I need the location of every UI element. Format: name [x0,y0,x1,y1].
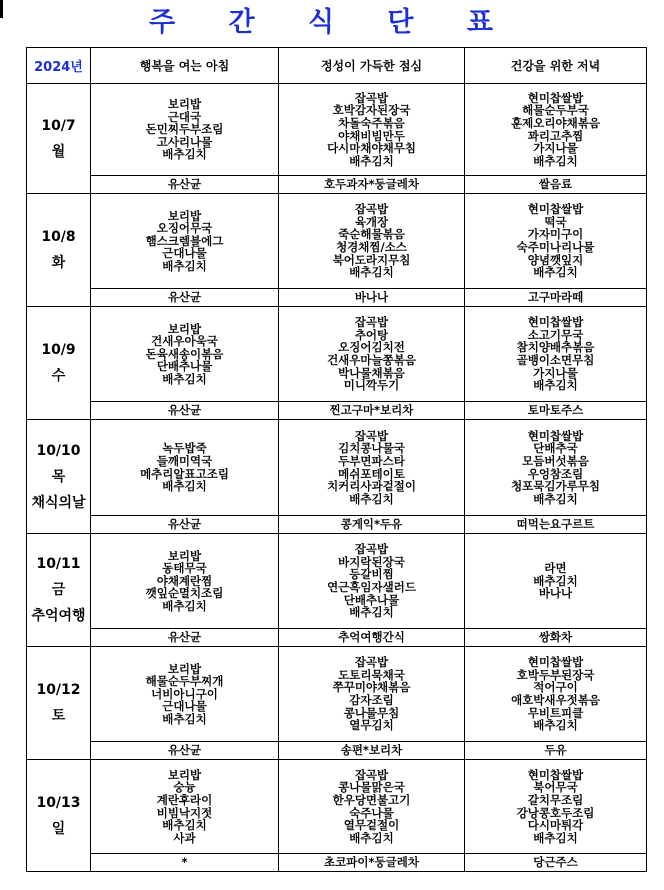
menu-item: 다시마채야채무침 [327,141,416,156]
menu-item: 추어탕 [354,327,389,342]
menu-item: 청포묵김가루무침 [511,479,600,494]
lunch-snack-cell: 초코파이*둥글레차 [279,854,465,872]
header-row [27,48,647,84]
menu-item: 배추김치 [349,153,394,168]
menu-item: 김치콩나물국 [338,441,405,456]
breakfast-snack-cell: 유산균 [91,176,279,194]
menu-item: 돈민찌두부조림 [145,122,224,137]
dinner-snack-cell: 고구마라떼 [465,289,647,307]
menu-item: 근대국 [167,109,202,124]
snack-row [27,176,647,194]
day-note: 채식의날 [31,494,86,511]
dinner-header: 건강을 위한 저녁 [465,48,647,84]
menu-item: 해물순두부찌개 [145,674,224,689]
menu-item: 비빔낙지젓 [156,805,213,820]
menu-item: 강낭콩호두조림 [516,805,595,820]
lunch-menu-cell [279,307,465,402]
lunch-menu-cell [279,84,465,176]
day-date: 10/8 [41,229,76,245]
day-date: 10/9 [41,342,76,358]
menu-item: 열무겉절이 [343,818,400,833]
menu-item: 미니깍두기 [343,378,400,393]
menu-item: 청경채찜/소스 [336,240,407,254]
day-cell [27,307,91,420]
menu-item: 배추김치 [162,598,207,613]
menu-item: 두부면파스타 [338,453,405,468]
day-date: 10/11 [36,556,81,572]
dinner-menu-cell [465,534,647,629]
menu-item: 육개장 [354,214,389,229]
menu-item: 콩나물맑은국 [338,780,405,795]
day-menu-row [27,647,647,742]
breakfast-menu-cell [91,534,279,629]
menu-item: 박나물채볶음 [338,365,405,380]
menu-item: 사과 [173,830,196,845]
menu-item: 메추리알표고조림 [140,466,229,481]
dinner-menu-cell [465,760,647,854]
dinner-menu-cell [465,420,647,516]
lunch-snack-cell: 호두과자*둥글레차 [279,176,465,194]
menu-item: 연근흑임자샐러드 [327,580,416,594]
menu-item: 콩나물무침 [343,705,400,720]
menu-item: 가자미구이 [527,227,584,242]
menu-item: 현미찹쌀밥 [527,767,584,782]
lunch-menu-cell [279,534,465,629]
menu-item: 라면 [544,561,567,576]
menu-item: 모듬버섯볶음 [522,453,589,468]
menu-item: 배추김치 [162,371,207,386]
menu-item: 호박감자된장국 [332,103,411,118]
day-date: 10/7 [41,117,76,134]
menu-item: 숭늉 [173,780,196,795]
dinner-snack-cell: 두유 [465,742,647,760]
day-cell [27,84,91,194]
menu-item: 치커리사과겉절이 [327,479,416,494]
day-menu-row [27,420,647,516]
day-menu-row [27,194,647,289]
weekly-menu-table [26,47,647,872]
dinner-menu-cell [465,194,647,289]
menu-item: 쭈꾸미야채볶음 [332,680,411,695]
menu-item: 꽈리고추찜 [527,128,584,143]
day-weekday: 수 [51,368,66,384]
menu-item: 잡곡밥 [354,428,389,443]
breakfast-menu-cell [91,760,279,854]
menu-item: 보리밥 [167,97,202,112]
lunch-snack-cell: 송편*보리차 [279,742,465,760]
dinner-snack-cell: 쌀음료 [465,176,647,194]
menu-item: 북어무국 [533,780,578,795]
lunch-menu-cell [279,420,465,516]
breakfast-menu-cell [91,84,279,176]
menu-item: 오징어김치전 [338,340,405,355]
day-menu-row [27,760,647,854]
menu-item: 근대나물 [162,246,207,261]
lunch-menu-cell [279,760,465,854]
page-title: 주 간 식 단 표 [148,7,515,38]
menu-item: 죽순해물볶음 [338,227,405,242]
breakfast-snack-cell: * [91,854,279,872]
menu-item: 배추김치 [533,718,578,733]
day-cell [27,194,91,307]
menu-item: 단배추국 [533,441,578,456]
day-date: 10/12 [36,682,81,698]
menu-item: 현미찹쌀밥 [527,202,584,217]
menu-item: 숙주미나리나물 [516,240,595,254]
menu-item: 바나나 [538,586,573,601]
day-menu-row [27,84,647,176]
day-note: 추억여행 [31,608,86,624]
menu-item: 현미찹쌀밥 [527,90,584,105]
day-cell [27,760,91,872]
menu-item: 잡곡밥 [354,542,389,557]
menu-item: 배추김치 [349,830,394,845]
menu-item: 잡곡밥 [354,90,389,105]
menu-item: 숙주나물 [349,805,394,820]
menu-item: 잡곡밥 [354,767,389,782]
menu-item: 고사리나물 [156,134,213,149]
menu-item: 메쉬포테이토 [338,466,405,481]
menu-item: 애호박새우젓볶음 [511,693,600,707]
breakfast-menu-cell [91,307,279,402]
menu-item: 잡곡밥 [354,655,389,670]
breakfast-menu-cell [91,194,279,289]
day-weekday: 일 [51,820,66,837]
dinner-menu-cell [465,307,647,402]
menu-item: 배추김치 [533,265,578,280]
day-cell [27,420,91,534]
lunch-menu-cell [279,647,465,742]
dinner-snack-cell: 쌍화차 [465,629,647,647]
breakfast-snack-cell: 유산균 [91,742,279,760]
menu-item: 무비트피클 [527,705,584,720]
menu-item: 잡곡밥 [354,202,389,217]
menu-item: 도토리묵채국 [338,667,405,682]
menu-item: 배추김치 [162,711,207,726]
menu-item: 단배추나물 [156,359,213,374]
menu-item: 양념깻잎지 [527,252,584,267]
menu-item: 건새우마늘쫑볶음 [327,353,416,367]
menu-item: 감자조림 [349,693,394,707]
menu-item: 호박두부된장국 [516,667,595,682]
menu-body [27,84,647,872]
menu-item: 야채비빔만두 [338,128,405,143]
menu-item: 현미찹쌀밥 [527,428,584,443]
day-weekday: 화 [51,255,66,271]
menu-item: 배추김치 [533,153,578,168]
menu-item: 배추김치 [349,491,394,506]
menu-item: 햄스크렘블에그 [145,233,224,248]
menu-item: 배추김치 [533,491,578,506]
menu-item: 배추김치 [533,573,578,588]
menu-item: 보리밥 [167,661,202,676]
menu-item: 현미찹쌀밥 [527,315,584,330]
menu-item: 떡국 [544,214,567,229]
menu-item: 너비아니구이 [151,686,218,701]
lunch-header: 정성이 가득한 점심 [279,48,465,84]
day-weekday: 토 [51,708,66,724]
menu-item: 한우당면불고기 [332,792,411,807]
lunch-snack-cell: 찐고구마*보리차 [279,402,465,420]
menu-item: 보리밥 [167,767,202,782]
menu-item: 골뱅이소면무침 [516,353,595,367]
snack-row [27,402,647,420]
menu-item: 배추김치 [162,258,207,273]
menu-item: 오징어무국 [156,221,213,236]
menu-item: 동태무국 [162,561,207,576]
dinner-snack-cell: 토마토주스 [465,402,647,420]
breakfast-header: 행복을 여는 아침 [91,48,279,84]
menu-item: 우엉참조림 [527,466,584,481]
snack-row [27,629,647,647]
menu-item: 등갈비찜 [349,567,394,582]
menu-item: 녹두밥죽 [162,441,207,456]
breakfast-menu-cell [91,647,279,742]
dinner-menu-cell [465,647,647,742]
day-weekday: 목 [51,468,66,485]
menu-item: 북어도라지무침 [332,252,411,267]
menu-item: 배추김치 [533,830,578,845]
day-weekday: 월 [51,143,66,160]
menu-item: 건새우아욱국 [151,334,218,349]
menu-item: 단배추나물 [343,592,400,607]
menu-item: 근대나물 [162,699,207,714]
menu-item: 배추김치 [162,818,207,833]
snack-row [27,742,647,760]
breakfast-snack-cell: 유산균 [91,516,279,534]
menu-item: 차돌숙주볶음 [338,115,405,130]
menu-item: 가지나물 [533,141,578,156]
menu-item: 야채계란찜 [156,573,213,588]
menu-item: 잡곡밥 [354,315,389,330]
menu-item: 배추김치 [349,605,394,620]
day-date: 10/10 [36,442,81,459]
menu-item: 소고기무국 [527,327,584,342]
menu-item: 배추김치 [349,265,394,280]
day-cell [27,534,91,647]
snack-row [27,854,647,872]
lunch-snack-cell: 바나나 [279,289,465,307]
menu-item: 돈육새송이볶음 [145,346,224,361]
menu-item: 열무김치 [349,718,394,733]
lunch-snack-cell: 추억여행간식 [279,629,465,647]
menu-item: 들깨미역국 [156,453,213,468]
day-cell [27,647,91,760]
menu-item: 계란후라이 [156,792,213,807]
menu-item: 보리밥 [167,548,202,563]
snack-row [27,289,647,307]
breakfast-menu-cell [91,420,279,516]
menu-item: 보리밥 [167,208,202,223]
lunch-snack-cell: 콩게익*두유 [279,516,465,534]
lunch-menu-cell [279,194,465,289]
menu-item: 배추김치 [162,147,207,162]
menu-item: 적어구이 [533,680,578,695]
menu-item: 가지나물 [533,365,578,380]
breakfast-snack-cell: 유산균 [91,289,279,307]
year-header: 2024년 [27,48,91,84]
dinner-menu-cell [465,84,647,176]
day-weekday: 금 [51,582,66,598]
dinner-snack-cell: 당근주스 [465,854,647,872]
menu-item: 깻잎순멸치조림 [145,586,224,601]
snack-row [27,516,647,534]
menu-item: 바지락된장국 [338,554,405,569]
day-menu-row [27,307,647,402]
menu-item: 훈제오리야채볶음 [511,115,600,130]
breakfast-snack-cell: 유산균 [91,629,279,647]
menu-item: 보리밥 [167,321,202,336]
menu-item: 참치양배추볶음 [516,340,595,355]
menu-item: 다시마튀각 [527,818,584,833]
breakfast-snack-cell: 유산균 [91,402,279,420]
day-menu-row [27,534,647,629]
day-date: 10/13 [36,794,81,811]
menu-item: 배추김치 [162,479,207,494]
menu-item: 갈치무조림 [527,792,584,807]
menu-item: 해물순두부국 [522,103,589,118]
dinner-snack-cell: 떠먹는요구르트 [465,516,647,534]
menu-item: 배추김치 [533,378,578,393]
menu-item: 현미찹쌀밥 [527,655,584,670]
